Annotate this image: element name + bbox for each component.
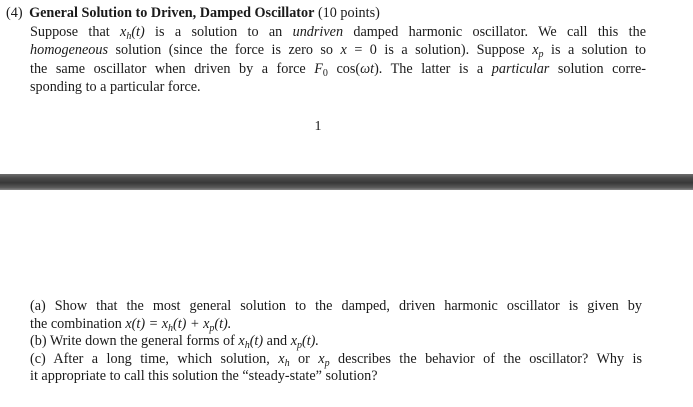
problem-number: (4): [6, 5, 23, 21]
problem-points: (10 points): [317, 5, 380, 21]
problem-header: [6, 4, 646, 23]
question-parts: [30, 298, 642, 386]
problem-title: General Solution to Driven, Damped Oscillator: [29, 5, 315, 21]
page-number: 1: [314, 119, 322, 134]
part-c-line-2: it appropriate to call this solution the “steady-state” solution?: [30, 368, 378, 385]
intro-line-4: sponding to a particular force.: [30, 79, 201, 96]
part-c-line-1: (c) After a long time, which solution, $x_h$ or $x_p$ describes the behavior of the oscillator? Why is: [30, 350, 642, 369]
intro-line-2: homogeneous solution (since the force is zero so x = 0 is a solution). Suppose $x_p$ is a solution to: [30, 42, 646, 61]
part-a-line-2: the combination $x(t) = x_h(t) + x_p(t)$.: [30, 315, 232, 334]
intro-line-1: Suppose that $x_h(t)$ is a solution to an undriven damped harmonic oscillator. We call this the: [30, 23, 646, 42]
page-break-divider: [0, 174, 693, 190]
part-b: (b) Write down the general forms of $x_h(t)$ and $x_p(t)$.: [30, 333, 319, 352]
problem-statement: [6, 4, 646, 97]
page-top: [0, 0, 693, 174]
intro-line-3: the same oscillator when driven by a force $F_0$ cos(ωt). The latter is a particular solution corre-: [30, 60, 646, 79]
part-a-line-1: (a) Show that the most general solution to the damped, driven harmonic oscillator is given by: [30, 298, 642, 314]
